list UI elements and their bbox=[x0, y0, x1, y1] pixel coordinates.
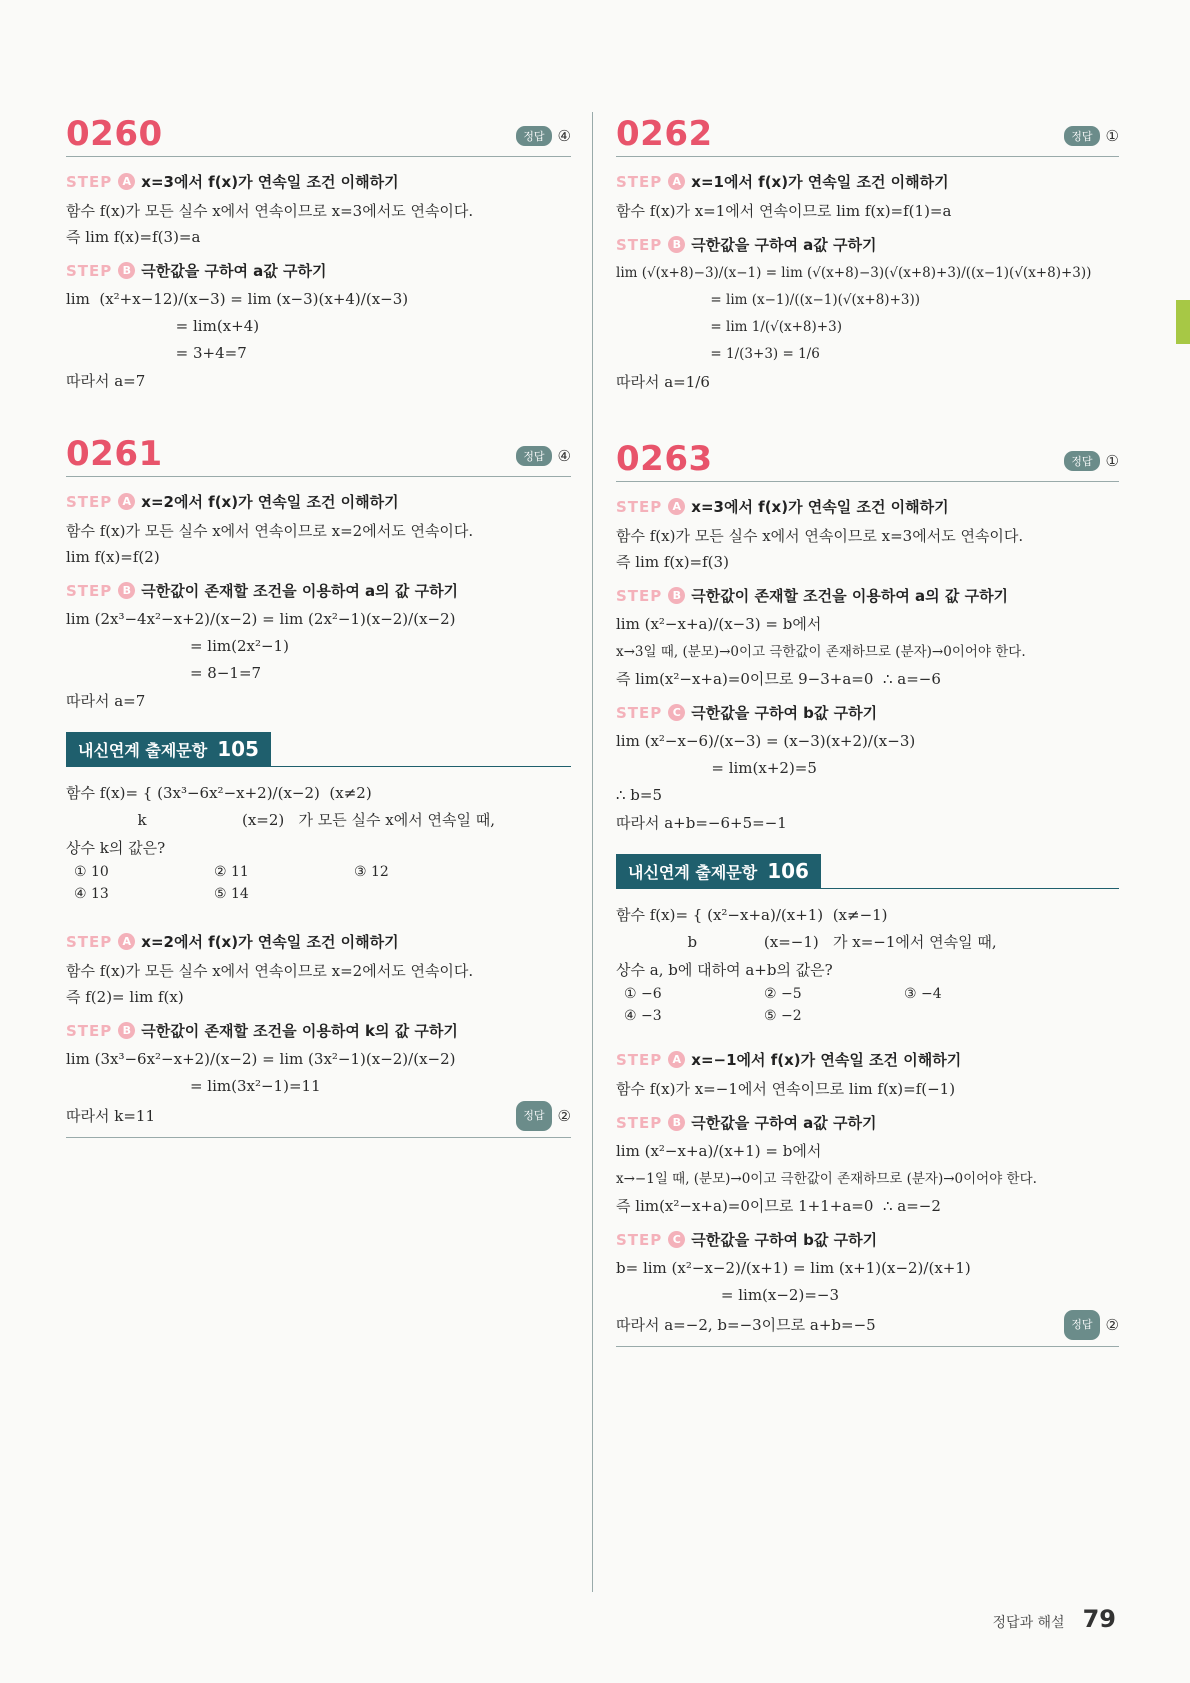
page-number: 79 bbox=[1082, 1605, 1116, 1633]
answer-badge: 정답 bbox=[516, 126, 551, 146]
choice-item: ④ 13 bbox=[74, 886, 109, 902]
step-b-heading bbox=[66, 580, 571, 601]
step-word: STEP bbox=[66, 932, 113, 951]
naesin-title: 내신연계 출제문항 bbox=[628, 862, 758, 882]
step-a-heading bbox=[616, 1049, 1119, 1070]
step-title: 극한값이 존재할 조건을 이용하여 a의 값 구하기 bbox=[141, 582, 459, 600]
answer-choice: ② bbox=[1105, 1316, 1119, 1334]
step-title: 극한값이 존재할 조건을 이용하여 k의 값 구하기 bbox=[141, 1022, 458, 1040]
question-line: k (x=2) 가 모든 실수 x에서 연속일 때, bbox=[66, 811, 496, 829]
step-letter: B bbox=[118, 1022, 135, 1039]
math-line: ∴ b=5 bbox=[616, 786, 663, 804]
answer-choice: ① bbox=[1105, 127, 1119, 145]
math-line: = lim (x−1)/((x−1)(√(x+8)+3)) bbox=[616, 292, 921, 308]
step-a-heading bbox=[66, 491, 571, 512]
question-line: b (x=−1) 가 x=−1에서 연속일 때, bbox=[616, 933, 997, 951]
step-title: 극한값을 구하여 a값 구하기 bbox=[691, 1114, 877, 1132]
step-letter: B bbox=[118, 582, 135, 599]
choice-item: ① −6 bbox=[624, 986, 662, 1002]
answer-indicator bbox=[1064, 451, 1119, 471]
answer-badge: 정답 bbox=[516, 1101, 551, 1131]
conclusion-row bbox=[616, 1310, 1119, 1340]
math-line: 즉 lim(x²−x+a)=0이므로 9−3+a=0 ∴ a=−6 bbox=[616, 670, 941, 688]
step-title: x=−1에서 f(x)가 연속일 조건 이해하기 bbox=[691, 1051, 962, 1069]
step-b-heading bbox=[66, 1020, 571, 1041]
step-letter: A bbox=[668, 1051, 685, 1068]
step-letter: A bbox=[118, 933, 135, 950]
text-line: 함수 f(x)가 x=−1에서 연속이므로 lim f(x)=f(−1) bbox=[616, 1080, 956, 1098]
step-title: x=1에서 f(x)가 연속일 조건 이해하기 bbox=[691, 173, 949, 191]
step-a-heading bbox=[616, 171, 1119, 192]
step-letter: A bbox=[118, 173, 135, 190]
math-line: = lim(x+2)=5 bbox=[616, 759, 817, 777]
step-letter: B bbox=[668, 236, 685, 253]
math-line: lim (2x³−4x²−x+2)/(x−2) = lim (2x²−1)(x−2)/(x−2) bbox=[66, 610, 456, 628]
problem-number: 0261 bbox=[66, 434, 163, 474]
math-line: lim (3x³−6x²−x+2)/(x−2) = lim (3x²−1)(x−2)/(x−2) bbox=[66, 1050, 456, 1068]
answer-badge: 정답 bbox=[1064, 1310, 1099, 1340]
step-word: STEP bbox=[616, 172, 663, 191]
step-title: x=2에서 f(x)가 연속일 조건 이해하기 bbox=[141, 933, 399, 951]
step-letter: A bbox=[668, 173, 685, 190]
page-footer bbox=[993, 1605, 1116, 1633]
conclusion: 따라서 a=7 bbox=[66, 692, 146, 710]
answer-indicator bbox=[516, 1101, 571, 1131]
math-line: lim (√(x+8)−3)/(x−1) = lim (√(x+8)−3)(√(x+8)+3)/((x−1)(√(x+8)+3)) bbox=[616, 265, 1092, 281]
answer-badge: 정답 bbox=[516, 446, 551, 466]
answer-indicator bbox=[516, 446, 571, 466]
math-line: = 1/(3+3) = 1/6 bbox=[616, 346, 820, 362]
choice-item: ③ 12 bbox=[354, 864, 389, 880]
problem-header bbox=[66, 430, 571, 477]
step-letter: C bbox=[668, 1231, 685, 1248]
conclusion: 따라서 a=1/6 bbox=[616, 373, 710, 391]
answer-indicator bbox=[1064, 126, 1119, 146]
page-edge-tab bbox=[1176, 300, 1190, 344]
naesin-label bbox=[616, 854, 821, 888]
answer-choice: ① bbox=[1105, 452, 1119, 470]
problem-header bbox=[616, 435, 1119, 482]
step-word: STEP bbox=[616, 586, 663, 605]
step-letter: B bbox=[118, 262, 135, 279]
step-letter: B bbox=[668, 587, 685, 604]
step-letter: A bbox=[118, 493, 135, 510]
conclusion-row bbox=[66, 1101, 571, 1131]
conclusion: 따라서 a+b=−6+5=−1 bbox=[616, 814, 787, 832]
step-title: 극한값을 구하여 b값 구하기 bbox=[691, 1231, 878, 1249]
step-title: 극한값을 구하여 a값 구하기 bbox=[141, 262, 327, 280]
answer-choice: ④ bbox=[557, 447, 571, 465]
choice-list bbox=[74, 861, 571, 905]
step-word: STEP bbox=[616, 1050, 663, 1069]
problem-0260 bbox=[66, 110, 571, 394]
question-line: 상수 a, b에 대하여 a+b의 값은? bbox=[616, 961, 833, 979]
naesin-header bbox=[616, 854, 1119, 889]
question-line: 함수 f(x)= { (x²−x+a)/(x+1) (x≠−1) bbox=[616, 906, 888, 924]
text-line: 함수 f(x)가 모든 실수 x에서 연속이므로 x=2에서도 연속이다. bbox=[66, 522, 474, 540]
step-c-heading bbox=[616, 702, 1119, 723]
naesin-title: 내신연계 출제문항 bbox=[78, 740, 208, 760]
math-line: = lim(x+4) bbox=[66, 317, 260, 335]
step-b-heading bbox=[616, 585, 1119, 606]
choice-item: ② 11 bbox=[214, 864, 249, 880]
math-line: lim (x²−x−6)/(x−3) = (x−3)(x+2)/(x−3) bbox=[616, 732, 916, 750]
math-line: lim (x²−x+a)/(x−3) = b에서 bbox=[616, 615, 822, 633]
step-letter: B bbox=[668, 1114, 685, 1131]
step-word: STEP bbox=[616, 235, 663, 254]
step-word: STEP bbox=[66, 492, 113, 511]
step-b-heading bbox=[616, 1112, 1119, 1133]
choice-list bbox=[624, 983, 1119, 1027]
naesin-header bbox=[66, 732, 571, 767]
math-line: lim (x²+x−12)/(x−3) = lim (x−3)(x+4)/(x−3) bbox=[66, 290, 409, 308]
text-line: 즉 f(2)= lim f(x) bbox=[66, 988, 184, 1006]
question-line: 상수 k의 값은? bbox=[66, 839, 166, 857]
answer-badge: 정답 bbox=[1064, 126, 1099, 146]
step-word: STEP bbox=[66, 172, 113, 191]
math-line: = lim(x−2)=−3 bbox=[616, 1286, 840, 1304]
math-line: = 8−1=7 bbox=[66, 664, 262, 682]
math-line: 즉 lim(x²−x+a)=0이므로 1+1+a=0 ∴ a=−2 bbox=[616, 1197, 941, 1215]
math-line: = lim(2x²−1) bbox=[66, 637, 289, 655]
text-line: lim f(x)=f(2) bbox=[66, 548, 160, 566]
conclusion: 따라서 k=11 bbox=[66, 1107, 155, 1125]
question-line: 함수 f(x)= { (3x³−6x²−x+2)/(x−2) (x≠2) bbox=[66, 784, 372, 802]
text-line: x→3일 때, (분모)→0이고 극한값이 존재하므로 (분자)→0이어야 한다. bbox=[616, 644, 1026, 660]
problem-0263 bbox=[616, 435, 1119, 836]
step-c-heading bbox=[616, 1229, 1119, 1250]
step-a-heading bbox=[66, 171, 571, 192]
section-end-rule bbox=[66, 1137, 571, 1138]
footer-label: 정답과 해설 bbox=[992, 1615, 1065, 1631]
section-end-rule bbox=[616, 1346, 1119, 1347]
step-a-heading bbox=[66, 931, 571, 952]
step-title: x=3에서 f(x)가 연속일 조건 이해하기 bbox=[691, 498, 949, 516]
conclusion: 따라서 a=−2, b=−3이므로 a+b=−5 bbox=[616, 1316, 876, 1334]
step-word: STEP bbox=[66, 261, 113, 280]
step-a-heading bbox=[616, 496, 1119, 517]
text-line: 즉 lim f(x)=f(3)=a bbox=[66, 228, 201, 246]
problem-header bbox=[616, 110, 1119, 157]
problem-header bbox=[66, 110, 571, 157]
text-line: x→−1일 때, (분모)→0이고 극한값이 존재하므로 (분자)→0이어야 한다. bbox=[616, 1171, 1037, 1187]
answer-indicator bbox=[516, 126, 571, 146]
answer-badge: 정답 bbox=[1064, 451, 1099, 471]
naesin-105 bbox=[66, 732, 571, 1138]
step-letter: C bbox=[668, 704, 685, 721]
step-title: x=2에서 f(x)가 연속일 조건 이해하기 bbox=[141, 493, 399, 511]
naesin-number: 105 bbox=[217, 737, 259, 761]
step-word: STEP bbox=[66, 581, 113, 600]
math-line: b= lim (x²−x−2)/(x+1) = lim (x+1)(x−2)/(x+1) bbox=[616, 1259, 971, 1277]
step-title: x=3에서 f(x)가 연속일 조건 이해하기 bbox=[141, 173, 399, 191]
answer-indicator bbox=[1064, 1310, 1119, 1340]
naesin-106 bbox=[616, 854, 1119, 1347]
right-column bbox=[616, 110, 1119, 1347]
step-word: STEP bbox=[616, 1230, 663, 1249]
choice-item: ④ −3 bbox=[624, 1008, 662, 1024]
naesin-label bbox=[66, 732, 271, 766]
choice-item: ⑤ 14 bbox=[214, 886, 249, 902]
choice-item: ② −5 bbox=[764, 986, 802, 1002]
math-line: = 3+4=7 bbox=[66, 344, 247, 362]
step-title: 극한값을 구하여 b값 구하기 bbox=[691, 704, 878, 722]
column-divider bbox=[592, 112, 593, 1592]
step-b-heading bbox=[616, 234, 1119, 255]
conclusion: 따라서 a=7 bbox=[66, 372, 146, 390]
problem-number: 0263 bbox=[616, 439, 713, 479]
step-word: STEP bbox=[616, 703, 663, 722]
math-line: = lim 1/(√(x+8)+3) bbox=[616, 319, 842, 335]
problem-0262 bbox=[616, 110, 1119, 395]
problem-number: 0262 bbox=[616, 114, 713, 154]
step-title: 극한값을 구하여 a값 구하기 bbox=[691, 236, 877, 254]
step-title: 극한값이 존재할 조건을 이용하여 a의 값 구하기 bbox=[691, 587, 1009, 605]
step-word: STEP bbox=[616, 497, 663, 516]
step-word: STEP bbox=[66, 1021, 113, 1040]
text-line: 즉 lim f(x)=f(3) bbox=[616, 553, 729, 571]
math-line: lim (x²−x+a)/(x+1) = b에서 bbox=[616, 1142, 822, 1160]
math-line: = lim(3x²−1)=11 bbox=[66, 1077, 321, 1095]
step-b-heading bbox=[66, 260, 571, 281]
answer-choice: ④ bbox=[557, 127, 571, 145]
text-line: 함수 f(x)가 x=1에서 연속이므로 lim f(x)=f(1)=a bbox=[616, 202, 952, 220]
step-letter: A bbox=[668, 498, 685, 515]
problem-number: 0260 bbox=[66, 114, 163, 154]
choice-item: ⑤ −2 bbox=[764, 1008, 802, 1024]
text-line: 함수 f(x)가 모든 실수 x에서 연속이므로 x=3에서도 연속이다. bbox=[616, 527, 1024, 545]
choice-item: ① 10 bbox=[74, 864, 109, 880]
left-column bbox=[66, 110, 571, 1138]
choice-item: ③ −4 bbox=[904, 986, 942, 1002]
naesin-number: 106 bbox=[767, 859, 809, 883]
text-line: 함수 f(x)가 모든 실수 x에서 연속이므로 x=2에서도 연속이다. bbox=[66, 962, 474, 980]
text-line: 함수 f(x)가 모든 실수 x에서 연속이므로 x=3에서도 연속이다. bbox=[66, 202, 474, 220]
step-word: STEP bbox=[616, 1113, 663, 1132]
problem-0261 bbox=[66, 430, 571, 714]
answer-choice: ② bbox=[557, 1107, 571, 1125]
